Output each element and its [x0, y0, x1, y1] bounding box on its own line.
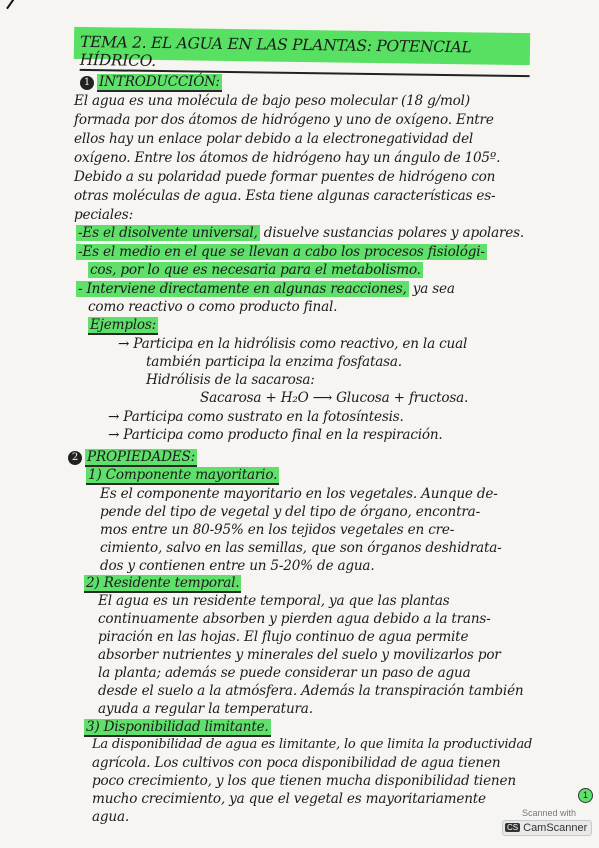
bullet-medio-highlight-2: cos, por lo que es necesaria para el metabolismo. — [90, 262, 421, 278]
residente-line-4: absorber nutrientes y minerales del suelo y movilizarlos por — [98, 647, 501, 663]
watermark-brand — [502, 820, 592, 836]
bullet-interviene-rest: ya sea — [408, 281, 455, 297]
intro-line-4: oxígeno. Entre los átomos de hidrógeno hay un ángulo de 105º. — [74, 150, 501, 166]
subheading-disponibilidad — [84, 718, 271, 736]
componente-line-3: mos entre un 80-95% en los tejidos vegetales en cre- — [100, 522, 455, 538]
intro-line-6: otras moléculas de agua. Esta tiene algunas características es- — [74, 188, 496, 204]
componente-heading: 1) Componente mayoritario. — [88, 467, 278, 483]
intro-line-1: El agua es una molécula de bajo peso molecular (18 g/mol) — [74, 93, 470, 109]
disponibilidad-line-2: agrícola. Los cultivos con poca disponibilidad de agua tienen — [92, 755, 501, 771]
residente-heading: 2) Residente temporal. — [86, 575, 240, 591]
disponibilidad-line-4: mucho crecimiento, ya que el vegetal es mayoritariamente — [92, 791, 486, 807]
componente-line-5: dos y contienen entre un 5-20% de agua. — [100, 558, 375, 574]
componente-line-4: cimiento, salvo en las semillas, que son órganos deshidrata- — [100, 540, 502, 556]
section-number-2: 2 — [68, 451, 82, 465]
example-respiracion: → Participa como producto final en la respiración. — [108, 427, 443, 443]
intro-line-3: ellos hay un enlace polar debido a la electronegatividad del — [74, 131, 474, 147]
subheading-componente — [86, 466, 279, 484]
propiedades-heading: PROPIEDADES: — [87, 449, 195, 465]
intro-line-5: Debido a su polaridad puede formar puentes de hidrógeno con — [74, 169, 496, 185]
bullet-disolvente-highlight: -Es el disolvente universal, — [78, 225, 258, 241]
example-hidrolisis-2: también participa la enzima fosfatasa. — [146, 354, 402, 370]
page-number-badge: 1 — [578, 788, 593, 803]
intro-line-7: peciales: — [74, 207, 133, 223]
subheading-residente — [84, 574, 241, 592]
bullet-interviene-highlight: - Interviene directamente en algunas reacciones, — [78, 281, 407, 297]
disponibilidad-heading: 3) Disponibilidad limitante. — [86, 719, 269, 735]
disponibilidad-line-1: La disponibilidad de agua es limitante, lo que limita la productividad — [92, 737, 533, 752]
bullet-interviene-2: como reactivo o como producto final. — [88, 299, 338, 315]
reaction-equation: Sacarosa + H₂O ⟶ Glucosa + fructosa. — [200, 390, 469, 406]
bullet-medio-1 — [76, 243, 487, 261]
intro-line-2: formada por dos átomos de hidrógeno y uno de oxígeno. Entre — [74, 112, 494, 128]
bullet-disolvente-rest: disuelve sustancias polares y apolares. — [259, 225, 525, 241]
componente-line-2: pende del tipo de vegetal y del tipo de órgano, encontra- — [100, 504, 480, 520]
example-fotosintesis: → Participa como sustrato en la fotosíntesis. — [108, 409, 404, 425]
page-title: TEMA 2. EL AGUA EN LAS PLANTAS: POTENCIAL HÍDRICO. — [80, 33, 530, 77]
example-hidrolisis-1: → Participa en la hidrólisis como reactivo, en la cual — [118, 336, 468, 352]
residente-line-7: ayuda a regular la temperatura. — [98, 701, 313, 717]
camscanner-watermark — [500, 808, 590, 838]
section-heading-intro — [80, 73, 222, 91]
residente-line-6: desde el suelo a la atmósfera. Además la transpiración también — [98, 683, 524, 699]
pen-stroke — [6, 0, 16, 9]
ejemplos-heading — [88, 316, 158, 334]
bullet-medio-highlight-1: -Es el medio en el que se llevan a cabo los procesos fisiológi- — [78, 244, 485, 260]
section-number-1: 1 — [80, 76, 94, 90]
residente-line-5: la planta; además se puede considerar un paso de agua — [98, 665, 471, 681]
watermark-brand-text: CamScanner — [523, 822, 588, 834]
example-hidrolisis-3: Hidrólisis de la sacarosa: — [146, 372, 315, 388]
residente-line-1: El agua es un residente temporal, ya que las plantas — [98, 593, 450, 609]
camscanner-logo-icon: CS — [507, 823, 519, 832]
section-heading-propiedades — [68, 448, 197, 466]
residente-line-3: piración en las hojas. El flujo continuo de agua permite — [98, 629, 469, 645]
title-highlight — [74, 27, 530, 70]
disponibilidad-line-5: agua. — [92, 809, 129, 825]
residente-line-2: continuamente absorben y pierden agua debido a la trans- — [98, 611, 491, 627]
bullet-medio-2 — [88, 261, 423, 279]
bullet-interviene-1 — [76, 280, 455, 298]
bullet-disolvente — [76, 224, 524, 242]
watermark-scanned-text: Scanned with — [522, 808, 577, 818]
intro-heading: INTRODUCCIÓN: — [99, 74, 220, 90]
componente-line-1: Es el componente mayoritario en los vegetales. Aunque de- — [100, 486, 498, 502]
disponibilidad-line-3: poco crecimiento, y los que tienen mucha disponibilidad tienen — [92, 773, 516, 789]
ejemplos-label: Ejemplos: — [90, 317, 157, 333]
